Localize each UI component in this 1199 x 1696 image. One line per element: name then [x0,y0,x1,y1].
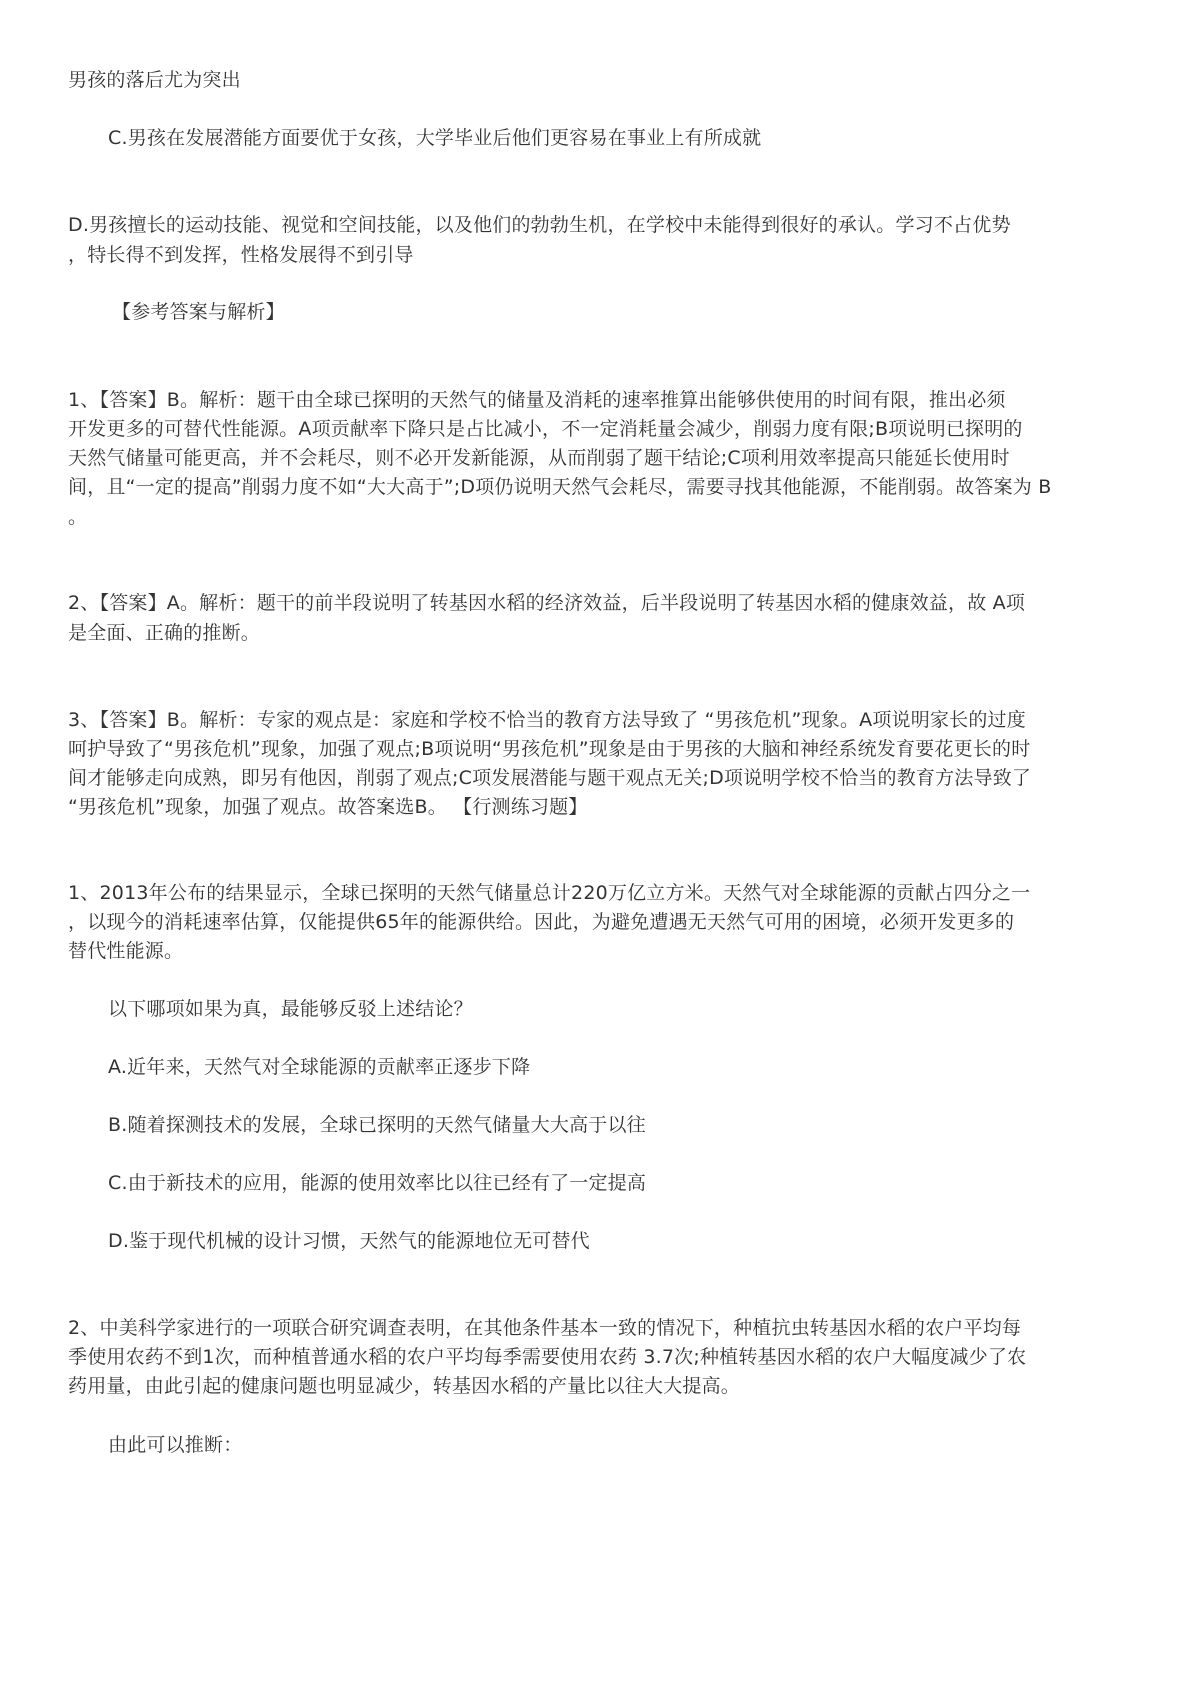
answer-2-line: 是全面、正确的推断。 [68,622,261,644]
option-a: A.近年来，天然气对全球能源的贡献率正逐步下降 [108,1056,531,1078]
section-heading: 【参考答案与解析】 [112,301,285,323]
answer-1-line: 间，且“一定的提高”削弱力度不如“大大高于”;D项仍说明天然气会耗尽，需要寻找其他能源，不能削弱。故答案为 B [68,476,1052,498]
option-d-line: D.男孩擅长的运动技能、视觉和空间技能，以及他们的勃勃生机，在学校中未能得到很好的承认。学习不占优势 [68,214,1011,236]
question-2-line: 季使用农药不到1次，而种植普通水稻的农户平均每季需要使用农药 3.7次;种植转基因水稻的农户大幅度减少了农 [68,1346,1027,1368]
option-c-line: C.男孩在发展潜能方面要优于女孩，大学毕业后他们更容易在事业上有所成就 [108,127,762,149]
answer-1-line: 1、【答案】B。解析：题干由全球已探明的天然气的储量及消耗的速率推算出能够供使用的时间有限，推出必须 [68,389,1006,411]
question-prompt: 以下哪项如果为真，最能够反驳上述结论？ [108,998,473,1020]
answer-3-line: 间才能够走向成熟，即另有他因，削弱了观点;C项发展潜能与题干观点无关;D项说明学校不恰当的教育方法导致了 [68,767,1032,789]
answer-3-line: 呵护导致了“男孩危机”现象，加强了观点;B项说明“男孩危机”现象是由于男孩的大脑和神经系统发育要花更长的时 [68,738,1031,760]
answer-3-line: “男孩危机”现象，加强了观点。故答案选B。 【行测练习题】 [68,796,588,818]
option-b: B.随着探测技术的发展，全球已探明的天然气储量大大高于以往 [108,1114,646,1136]
question-prompt: 由此可以推断： [108,1434,243,1456]
option-d: D.鉴于现代机械的设计习惯，天然气的能源地位无可替代 [108,1230,590,1252]
question-2-line: 2、中美科学家进行的一项联合研究调查表明，在其他条件基本一致的情况下，种植抗虫转基因水稻的农户平均每 [68,1317,1022,1339]
question-1-line: 1、2013年公布的结果显示，全球已探明的天然气储量总计220万亿立方米。天然气对全球能源的贡献占四分之一 [68,882,1031,904]
answer-3-line: 3、【答案】B。解析：专家的观点是：家庭和学校不恰当的教育方法导致了 “男孩危机”现象。A项说明家长的过度 [68,709,1026,731]
question-1-line: 替代性能源。 [68,940,184,962]
answer-1-line: 开发更多的可替代性能源。A项贡献率下降只是占比减小，不一定消耗量会减少，削弱力度有限;B项说明已探明的 [68,418,1023,440]
option-c: C.由于新技术的应用，能源的使用效率比以往已经有了一定提高 [108,1172,647,1194]
answer-1-line: 天然气储量可能更高，并不会耗尽，则不必开发新能源，从而削弱了题干结论;C项利用效率提高只能延长使用时 [68,447,1010,469]
question-1-line: ，以现今的消耗速率估算，仅能提供65年的能源供给。因此，为避免遭遇无天然气可用的困境，必须开发更多的 [68,911,1015,933]
answer-2-line: 2、【答案】A。解析：题干的前半段说明了转基因水稻的经济效益，后半段说明了转基因水稻的健康效益，故 A项 [68,592,1026,614]
answer-1-line: 。 [68,506,88,528]
question-2-line: 药用量，由此引起的健康问题也明显减少，转基因水稻的产量比以往大大提高。 [68,1375,741,1397]
text-line: ，特长得不到发挥，性格发展得不到引导 [68,244,414,266]
text-line: 男孩的落后尤为突出 [68,69,241,91]
